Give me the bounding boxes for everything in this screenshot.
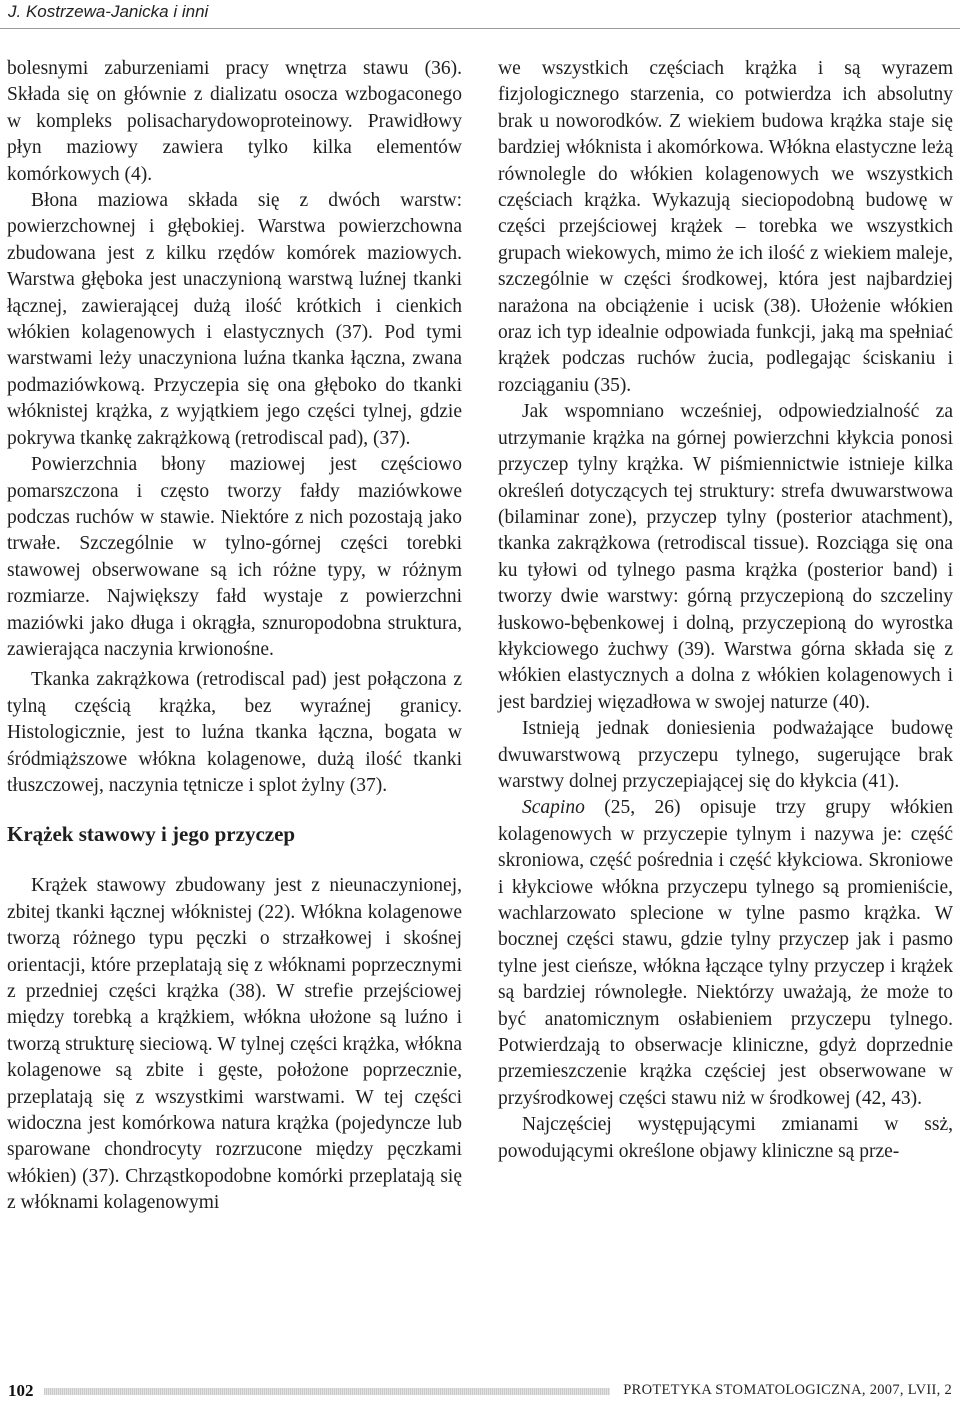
paragraph: Błona maziowa składa się z dwóch warstw: powierzchownej i głębokiej. Warstwa powierzchowna zbudowana jest z kilku rzędów komórek maziowych. Warstwa głęboka jest unaczynioną warstwą luźnej tkanki łącznej, zawierającej dużą ilość krótkich i cienkich włókien kolagenowych i elastycznych (37). Pod tymi warstwami leży unaczyniona luźna tkanka łączna, zwana podmaziówkową. Przyczepia się ona głęboko do tkanki włóknistej krążka, z wyjątkiem jego części tylnej, gdzie pokrywa tkankę zakrążkową (retrodiscal pad), (37). xyxy=(7,190,462,449)
paragraph: Tkanka zakrążkowa (retrodiscal pad) jest połączona z tylną częścią krążka, bez wyraźnej granicy. Histologicznie, jest to luźna tkanka łączna, bogata w śródmiąższowe włókna kolagenowe, dużą ilość tkanki tłuszczowej, naczynia tętnicze i splot żylny (37). xyxy=(7,669,462,796)
paragraph: Powierzchnia błony maziowej jest częściowo pomarszczona i często tworzy fałdy maziówkowe podczas ruchów w stawie. Niektóre z nich pozostają jako trwałe. Szczególnie w tylno-górnej części torebki stawowej obserwowane są ich różne typy, w różnym rozmiarze. Największy fałd wystaje z powierzchni maziówki jako długa i okrągła, sznuropodobna struktura, zawierająca naczynia krwionośne. xyxy=(7,454,462,660)
paragraph xyxy=(498,795,953,1112)
journal-name: PROTETYKA STOMATOLOGICZNA, 2007, LVII, 2 xyxy=(623,1382,952,1398)
author-name: Scapino xyxy=(522,797,585,819)
left-column xyxy=(7,56,462,1217)
paragraph: Jak wspomniano wcześniej, odpowiedzialność za utrzymanie krążka na górnej powierzchni kłykcia ponosi przyczep tylny krążka. W piśmiennictwie istnieje kilka określeń dotyczących tej struktury: strefa dwuwarstwowa (bilaminar zone), przyczep tylny (posterior atachment), tkanka zakrążkowa (retrodiscal tissue). Rozciąga się ona ku tyłowi od tylnego pasma krążka (posterior band) i tworzy dwie warstwy: górną przyczepioną do szczeliny łuskowo-bębenkowej i dolną, przyczepioną do wyrostka kłykciowego żuchwy (39). Warstwa górna składa się z włókien elastycznych a dolna z włókien kolagenowych i jest bardziej więzadłowa w swojej naturze (40). xyxy=(498,401,953,713)
running-head: J. Kostrzewa-Janicka i inni xyxy=(8,2,209,21)
page-number: 102 xyxy=(8,1381,34,1400)
paragraph: bolesnymi zaburzeniami pracy wnętrza stawu (36). Składa się on głównie z dializatu osocza wzbogaconego w kompleks polisacharydowoproteinowy. Prawidłowy płyn maziowy zawiera tylko kilka elementów komórkowych (4). xyxy=(7,58,462,185)
paragraph-text: (25, 26) opisuje trzy grupy włókien kolagenowych w przyczepie tylnym i nazywa je: część skroniowa, część pośrednia i część kłykciowa. Skroniowe i kłykciowe włókna przyczepu tylnego są promieniście, wachlarzowato splecione w tylne pasmo krążka. W bocznej części stawu, gdzie tylny przyczep jak i pasmo tylne jest cieńsze, włókna łączące tylny przyczep i krążek są bardziej równoległe. Niektórzy uważają, że może to być anatomicznym osłabieniem przyczepu tylnego. Potwierdzają to obserwacje kliniczne, gdyż doprzednie przemieszczenie krążka częściej jest obserwowane w przyśrodkowej części stawu niż w środkowej (42, 43). xyxy=(498,797,953,1109)
paragraph: Krążek stawowy zbudowany jest z nieunaczynionej, zbitej tkanki łącznej włóknistej (22). Włókna kolagenowe tworzą różnego typu pęczki o strzałkowej i skośnej orientacji, które przeplatają się z włóknami poprzecznymi z przedniej części krążka (38). W strefie przejściowej między torebką a krążkiem, włókna ułożone są luźno i tworzą strukturę sieciową. W tylnej części krążka, włókna kolagenowe są zbite i gęste, położone poprzecznie, przeplatają się z wszystkimi warstwami. W tej części widoczna jest komórkowa natura krążka (pojedyncze lub sparowane chondrocyty rozrzucone między pęczkami włókien) (37). Chrząstkopodobne komórki przeplatają się z włóknami kolagenowymi xyxy=(7,875,462,1214)
header-rule xyxy=(0,28,960,29)
footer-rule xyxy=(44,1388,610,1395)
section-title: Krążek stawowy i jego przyczep xyxy=(7,822,296,847)
paragraph: we wszystkich częściach krążka i są wyrazem fizjologicznego starzenia, co potwierdza ich absolutny brak u noworodków. Z wiekiem budowa krążka staje się bardziej włóknista i akomórkowa. Włókna elastyczne leżą równolegle do włókien kolagenowych we wszystkich częściach krążka. Wykazują sieciopodobną budowę w części przejściowej krążek – torebka we wszystkich grupach wiekowych, mimo że ich ilość z wiekiem maleje, szczególnie w części środkowej, która jest najbardziej narażona na obciążenie i ucisk (38). Ułożenie włókien oraz ich typ idealnie odpowiada funkcji, jaką ma spełniać krążek podczas ruchów żucia, podlegając ściskaniu i rozciąganiu (35). xyxy=(498,58,953,396)
paragraph: Najczęściej występującymi zmianami w ssż, powodującymi określone objawy kliniczne są prze- xyxy=(498,1114,953,1162)
paragraph: Istnieją jednak doniesienia podważające budowę dwuwarstwową przyczepu tylnego, sugerujące brak warstwy dolnej przyczepiającej się do kłykcia (41). xyxy=(498,718,953,792)
right-column xyxy=(498,56,953,1165)
